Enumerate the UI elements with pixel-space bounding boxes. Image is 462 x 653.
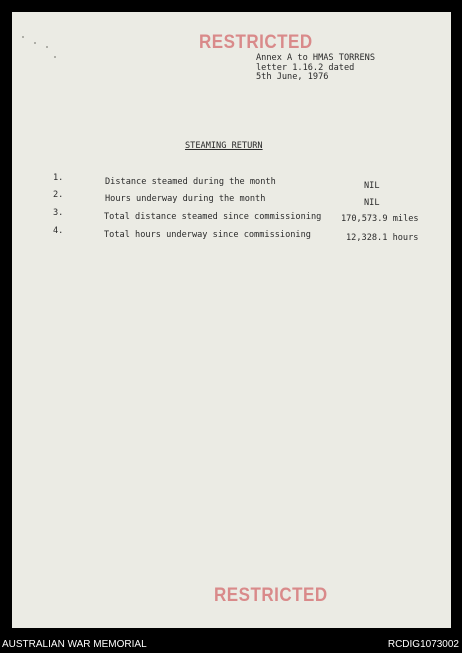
item-label: Total hours underway since commissioning bbox=[104, 230, 311, 240]
annex-line: letter 1.16.2 dated bbox=[256, 62, 355, 73]
list-item bbox=[12, 190, 451, 208]
item-value: NIL bbox=[364, 181, 380, 191]
item-number: 3. bbox=[53, 208, 64, 218]
restricted-stamp-bottom: RESTRICTED bbox=[214, 583, 328, 606]
list-item bbox=[12, 173, 451, 191]
item-number: 4. bbox=[53, 226, 64, 236]
item-value: 170,573.9 miles bbox=[341, 214, 419, 224]
document-heading: STEAMING RETURN bbox=[185, 141, 263, 151]
annex-line: Annex A to HMAS TORRENS bbox=[256, 53, 375, 63]
item-value: 12,328.1 hours bbox=[346, 233, 419, 243]
paper-speck bbox=[34, 42, 36, 44]
footer-source: AUSTRALIAN WAR MEMORIAL bbox=[2, 639, 147, 650]
item-value: NIL bbox=[364, 198, 380, 208]
paper-speck bbox=[22, 36, 24, 38]
list-item bbox=[12, 208, 451, 224]
item-number: 1. bbox=[53, 173, 64, 183]
item-label: Distance steamed during the month bbox=[105, 177, 276, 187]
paper-speck bbox=[54, 56, 56, 58]
item-label: Hours underway during the month bbox=[105, 194, 266, 204]
annex-line: 5th June, 1976 bbox=[256, 72, 329, 82]
item-number: 2. bbox=[53, 190, 64, 200]
document-page bbox=[12, 12, 451, 628]
list-item bbox=[12, 226, 451, 243]
footer-record-id: RCDIG1073002 bbox=[387, 639, 459, 650]
item-label: Total distance steamed since commissioning bbox=[104, 212, 322, 222]
paper-speck bbox=[46, 46, 48, 48]
annex-reference bbox=[256, 54, 375, 83]
restricted-stamp-top: RESTRICTED bbox=[199, 30, 313, 53]
